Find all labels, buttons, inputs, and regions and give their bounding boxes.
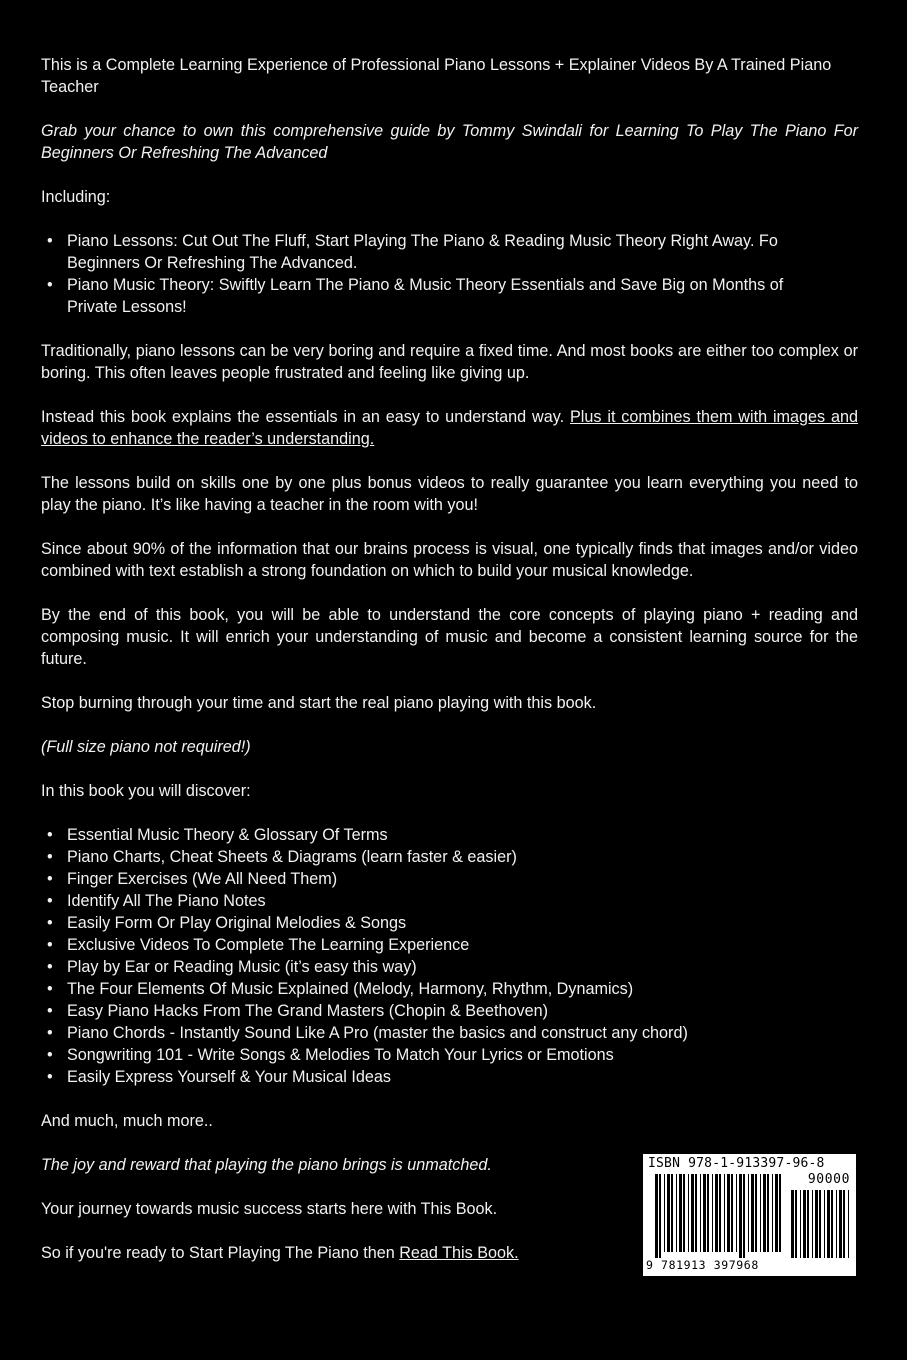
barcode-bar <box>803 1190 806 1258</box>
barcode-bar <box>779 1174 781 1252</box>
barcode-bar <box>775 1174 778 1252</box>
read-this-book-link[interactable]: Read This Book. <box>399 1244 519 1262</box>
barcode-bar <box>827 1190 830 1258</box>
by-end-paragraph: By the end of this book, you will be able to understand the core concepts of playing piano + reading and composing music. It will enrich your understanding of music and become a consistent learning source for the future. <box>41 606 858 668</box>
list-item: • Play by Ear or Reading Music (it’s easy this way) <box>67 956 858 978</box>
back-cover-text <box>41 54 858 1286</box>
barcode-bar <box>679 1174 682 1252</box>
barcode-bar <box>736 1174 737 1252</box>
isbn-text: ISBN 978-1-913397-96-8 <box>648 1156 825 1171</box>
list-item: • Easily Form Or Play Original Melodies & Songs <box>67 912 858 934</box>
barcode-bar <box>683 1174 685 1252</box>
barcode-bar <box>755 1174 757 1252</box>
addon-number: 90000 <box>807 1172 850 1187</box>
barcode-bar <box>707 1174 709 1252</box>
instead-underlined-text: Plus it combines them with images and videos to enhance the reader’s understanding. <box>41 408 858 448</box>
barcode-bar <box>724 1174 725 1252</box>
barcode-bar <box>700 1174 701 1252</box>
list-item: • Piano Chords - Instantly Sound Like A Pro (master the basics and construct any chord) <box>67 1022 858 1044</box>
barcode-bar <box>712 1174 713 1252</box>
grab-paragraph: Grab your chance to own this comprehensive guide by Tommy Swindali for Learning To Play The Piano For Beginners Or Refreshing The Advanced <box>41 122 858 162</box>
barcode-bar <box>812 1190 813 1258</box>
barcode-bar <box>772 1174 773 1252</box>
barcode-bar <box>836 1190 837 1258</box>
list-item: • The Four Elements Of Music Explained (Melody, Harmony, Rhythm, Dynamics) <box>67 978 858 1000</box>
barcode-bar <box>688 1174 689 1252</box>
lessons-paragraph: The lessons build on skills one by one plus bonus videos to really guarantee you learn everything you need to play the piano. It’s like having a teacher in the room with you! <box>41 474 858 514</box>
list-item: • Songwriting 101 - Write Songs & Melodies To Match Your Lyrics or Emotions <box>67 1044 858 1066</box>
since-paragraph: Since about 90% of the information that our brains process is visual, one typically finds that images and/or video combined with text establish a strong foundation on which to build your musical knowledge. <box>41 540 858 580</box>
much-more-text: And much, much more.. <box>41 1112 213 1130</box>
barcode-bar <box>760 1174 761 1252</box>
barcode-bar <box>831 1190 833 1258</box>
list-item: • Easily Express Yourself & Your Musical Ideas <box>67 1066 858 1088</box>
journey-text: Your journey towards music success starts here with This Book. <box>41 1200 498 1218</box>
barcode-bar <box>727 1174 730 1252</box>
barcode-bar <box>848 1190 849 1258</box>
barcode-bar <box>767 1174 769 1252</box>
barcode-bar <box>807 1190 809 1258</box>
barcode-bar <box>739 1174 742 1258</box>
joy-text: The joy and reward that playing the piano brings is unmatched. <box>41 1156 492 1174</box>
barcode-bar <box>791 1190 794 1258</box>
including-heading: Including: <box>41 188 111 206</box>
barcode-bar <box>655 1174 658 1258</box>
list-item: • Piano Lessons: Cut Out The Fluff, Start Playing The Piano & Reading Music Theory Right Away. Fo Beginners Or Refreshing The Advanced. <box>67 230 807 274</box>
barcode-bar <box>659 1174 661 1258</box>
list-item: • Finger Exercises (We All Need Them) <box>67 868 858 890</box>
barcode-bar <box>795 1190 797 1258</box>
included-books-list <box>41 230 807 318</box>
barcode-bar <box>824 1190 825 1258</box>
intro-paragraph: This is a Complete Learning Experience of Professional Piano Lessons + Explainer Videos By A Trained Piano Teacher <box>41 56 832 96</box>
list-item: • Piano Charts, Cheat Sheets & Diagrams (learn faster & easier) <box>67 846 858 868</box>
barcode-bar <box>763 1174 766 1252</box>
list-item: • Identify All The Piano Notes <box>67 890 858 912</box>
barcode-bar <box>676 1174 677 1252</box>
barcode-bar <box>819 1190 821 1258</box>
barcode-bar <box>695 1174 697 1252</box>
barcode-bar <box>691 1174 694 1252</box>
ready-text: So if you're ready to Start Playing The Piano then <box>41 1244 400 1262</box>
instead-text: Instead this book explains the essentials in an easy to understand way. <box>41 408 570 426</box>
isbn-barcode <box>643 1154 856 1276</box>
barcode-bar <box>667 1174 670 1252</box>
discover-heading: In this book you will discover: <box>41 782 251 800</box>
barcode-bar <box>839 1190 842 1258</box>
barcode-bar <box>664 1174 665 1252</box>
instead-paragraph <box>41 406 858 450</box>
barcode-bar <box>703 1174 706 1252</box>
barcode-bar <box>715 1174 718 1252</box>
barcode-bar <box>748 1174 749 1252</box>
stop-paragraph: Stop burning through your time and start the real piano playing with this book. <box>41 694 597 712</box>
barcode-bar <box>671 1174 673 1252</box>
full-size-note: (Full size piano not required!) <box>41 738 251 756</box>
barcode-bar <box>815 1190 818 1258</box>
list-item: • Exclusive Videos To Complete The Learning Experience <box>67 934 858 956</box>
discover-list <box>41 824 858 1088</box>
traditionally-paragraph: Traditionally, piano lessons can be very boring and require a fixed time. And most books are either too complex or boring. This often leaves people frustrated and feeling like giving up. <box>41 342 858 382</box>
barcode-bar <box>719 1174 721 1252</box>
list-item: • Essential Music Theory & Glossary Of Terms <box>67 824 858 846</box>
list-item: • Piano Music Theory: Swiftly Learn The Piano & Music Theory Essentials and Save Big on Months of Private Lessons! <box>67 274 807 318</box>
barcode-bar <box>751 1174 754 1252</box>
barcode-bar <box>731 1174 733 1252</box>
barcode-bar <box>843 1190 845 1258</box>
ean-digits: 9 781913 397968 <box>646 1258 759 1272</box>
barcode-bar <box>743 1174 745 1258</box>
list-item: • Easy Piano Hacks From The Grand Masters (Chopin & Beethoven) <box>67 1000 858 1022</box>
barcode-bar <box>800 1190 801 1258</box>
